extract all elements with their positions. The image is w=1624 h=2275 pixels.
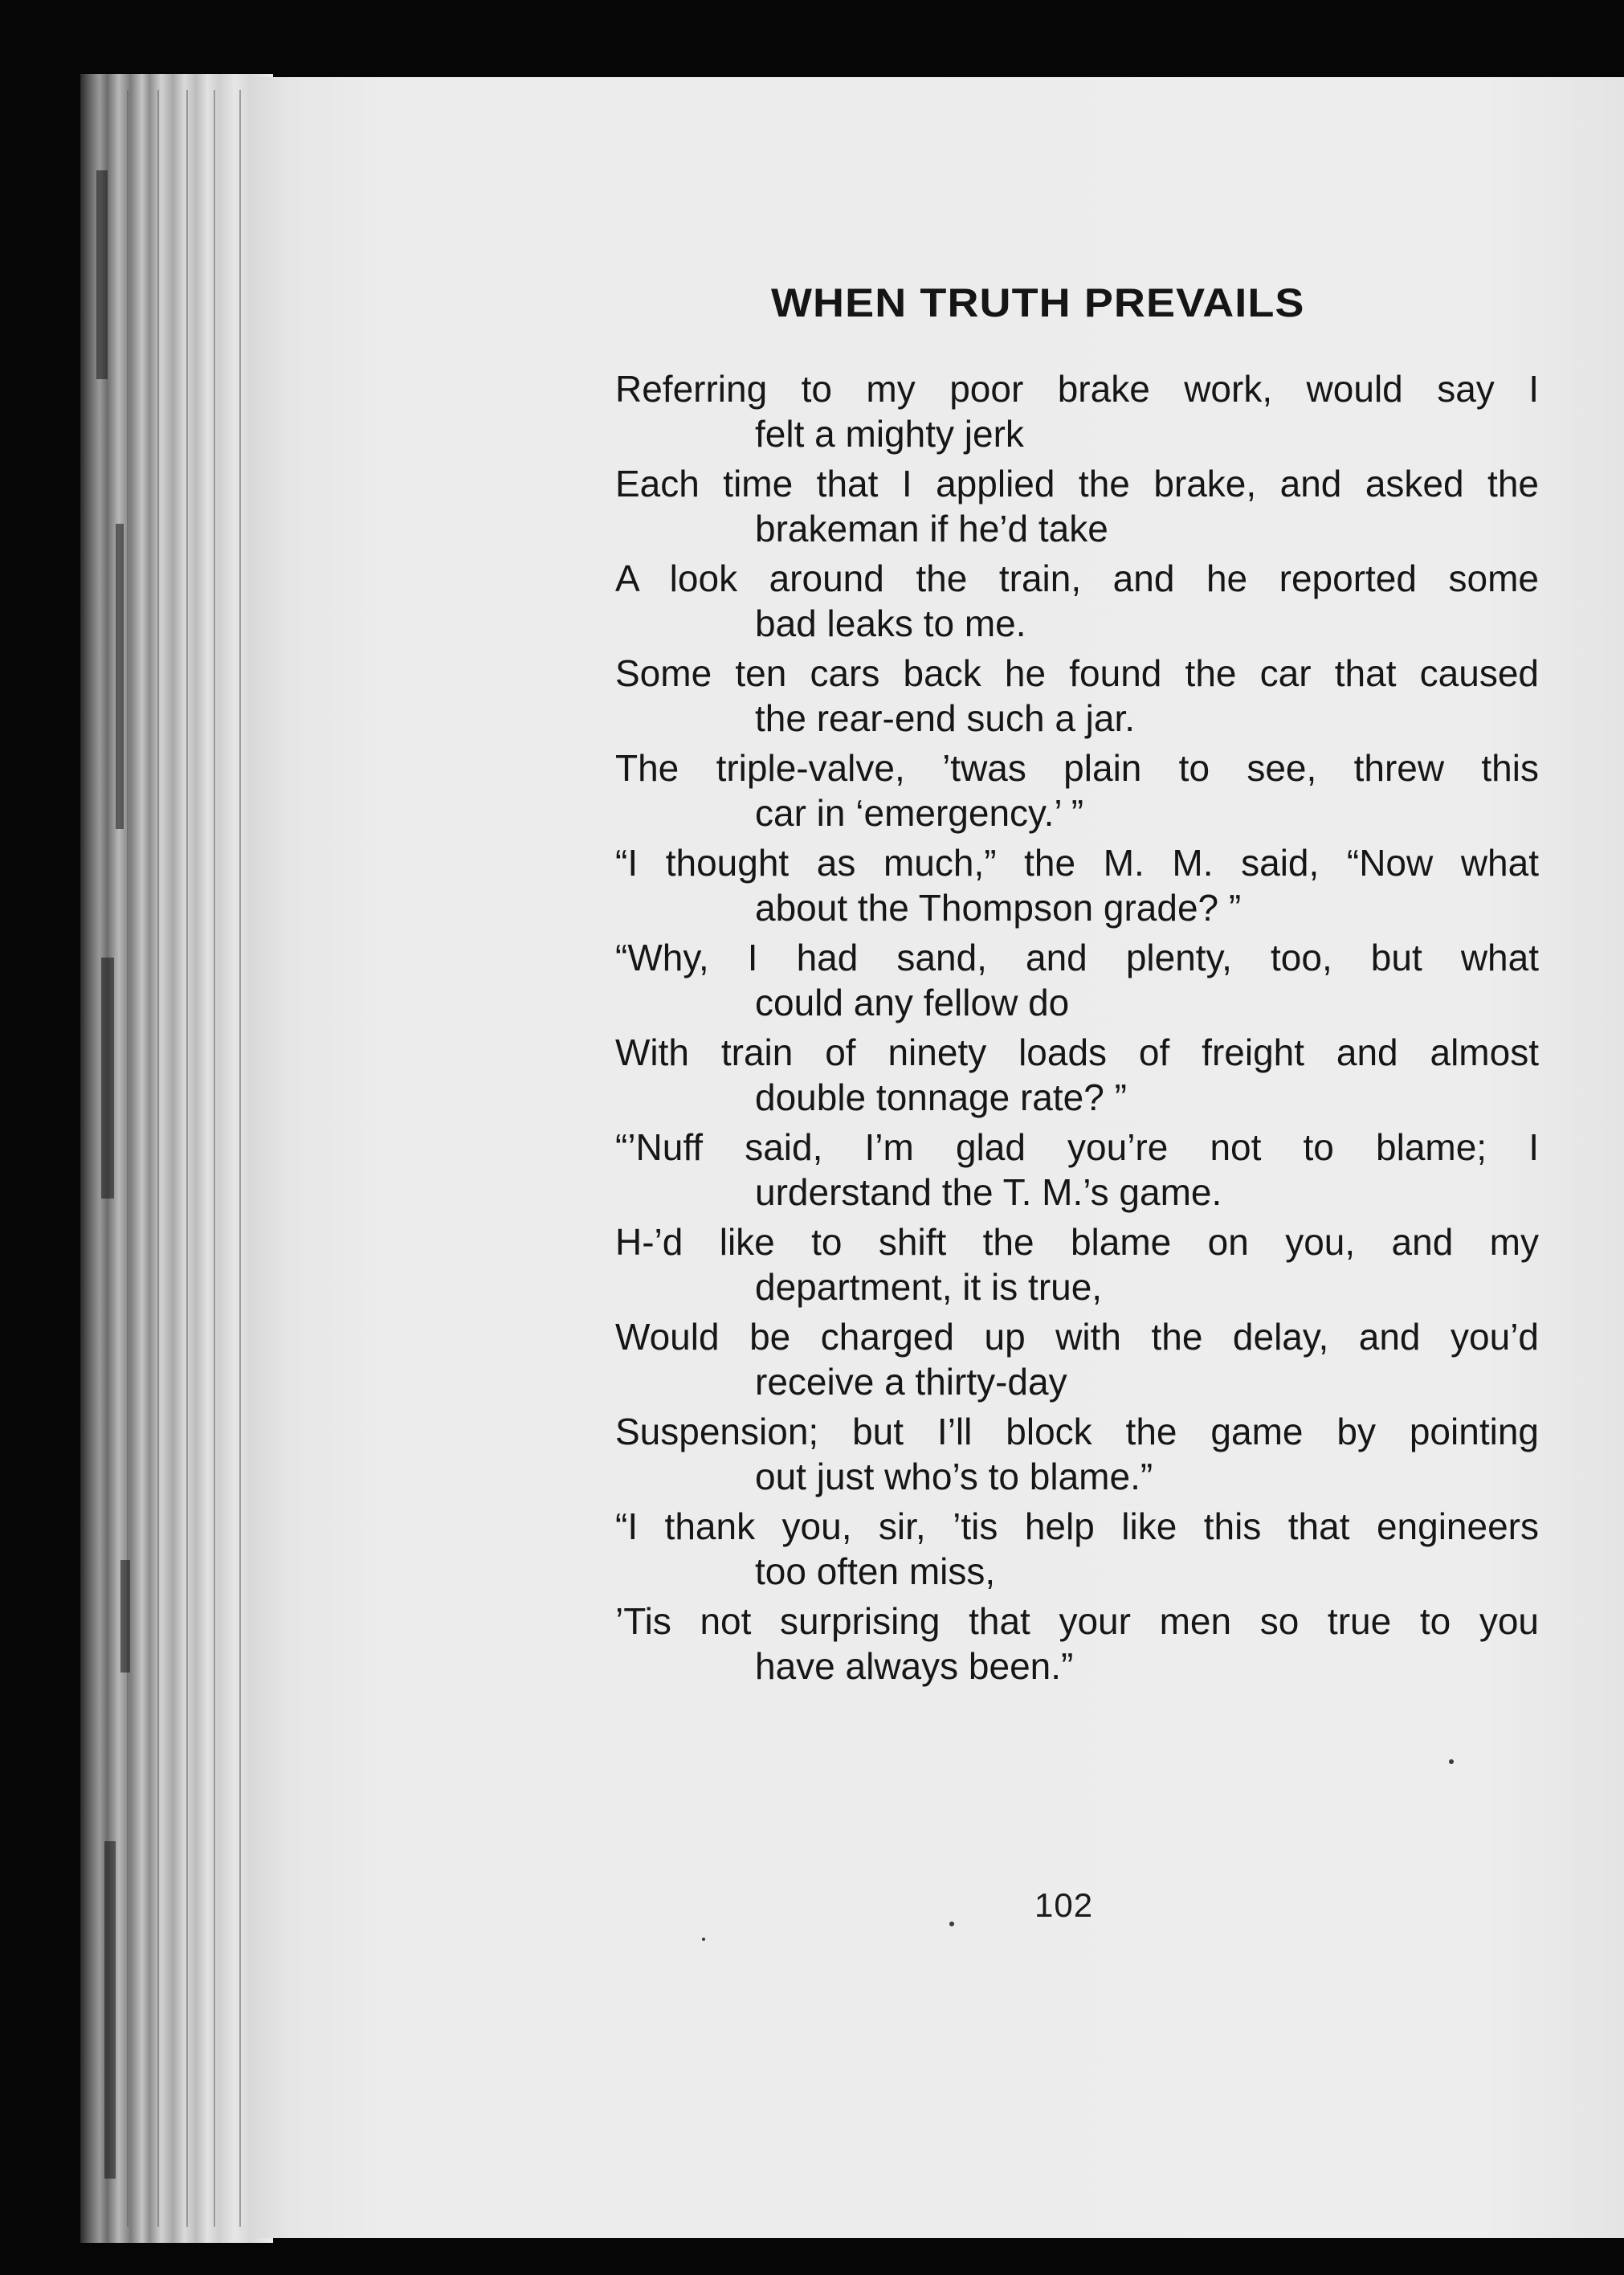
edge-stain (101, 958, 114, 1199)
poem-stanza (615, 1125, 1539, 1215)
poem-line: Referring to my poor brake work, would say I (615, 368, 1539, 410)
poem-stanza (615, 1409, 1539, 1499)
edge-stain (120, 1560, 130, 1673)
poem-line-continuation: too often miss, (755, 1550, 996, 1592)
poem-line: Would be charged up with the delay, and you’d (615, 1316, 1539, 1358)
poem-line: With train of ninety loads of freight and almost (615, 1031, 1539, 1073)
paper-speck (949, 1922, 954, 1926)
poem-line-continuation: have always been.” (755, 1645, 1074, 1687)
leaf-edge-line (127, 90, 129, 2227)
poem-line: A look around the train, and he reported some (615, 558, 1539, 599)
poem-stanza (615, 1504, 1539, 1594)
poem-line: “I thought as much,” the M. M. said, “Now what (615, 842, 1539, 884)
poem-stanza (615, 745, 1539, 835)
page-block-edge (80, 74, 273, 2243)
poem-stanza (615, 1599, 1539, 1689)
poem-stanza (615, 1030, 1539, 1120)
poem-line-continuation: about the Thompson grade? ” (755, 887, 1242, 929)
poem-line-continuation: car in ‘emergency.’ ” (755, 792, 1084, 834)
poem-line: “I thank you, sir, ’tis help like this that engineers (615, 1505, 1539, 1547)
poem-stanza (615, 651, 1539, 741)
poem-stanza (615, 840, 1539, 930)
poem-line-continuation: out just who’s to blame.” (755, 1456, 1153, 1497)
poem-line-continuation: urderstand the T. M.’s game. (755, 1171, 1222, 1213)
leaf-edge-line (186, 90, 188, 2227)
poem-line: ’Tis not surprising that your men so true to you (615, 1600, 1539, 1642)
leaf-edge-line (157, 90, 159, 2227)
leaf-edge-line (239, 90, 241, 2227)
poem-line-continuation: the rear-end such a jar. (755, 697, 1136, 739)
edge-stain (116, 524, 124, 829)
poem-stanza (615, 1219, 1539, 1309)
paper-speck (1449, 1759, 1454, 1764)
poem-line: H-’d like to shift the blame on you, and my (615, 1221, 1539, 1263)
poem-line: Each time that I applied the brake, and asked the (615, 463, 1539, 504)
poem-line-continuation: receive a thirty-day (755, 1361, 1067, 1403)
poem-line: Suspension; but I’ll block the game by pointing (615, 1411, 1539, 1452)
poem-stanza (615, 366, 1539, 456)
poem-stanza (615, 556, 1539, 646)
page-title: WHEN TRUTH PREVAILS (771, 280, 1305, 325)
poem-line-continuation: felt a mighty jerk (755, 413, 1024, 455)
edge-stain (104, 1841, 116, 2179)
poem-stanza (615, 461, 1539, 551)
poem (615, 366, 1539, 1693)
poem-line: “Why, I had sand, and plenty, too, but what (615, 937, 1539, 978)
poem-line-continuation: department, it is true, (755, 1266, 1103, 1308)
poem-stanza (615, 1314, 1539, 1404)
leaf-edge-line (214, 90, 215, 2227)
poem-line: “’Nuff said, I’m glad you’re not to blame; I (615, 1126, 1539, 1168)
poem-line-continuation: bad leaks to me. (755, 602, 1026, 644)
poem-line-continuation: could any fellow do (755, 982, 1070, 1023)
poem-line-continuation: brakeman if he’d take (755, 508, 1108, 549)
paper-speck (702, 1938, 705, 1941)
page-number: 102 (1034, 1886, 1094, 1924)
poem-line-continuation: double tonnage rate? ” (755, 1076, 1127, 1118)
poem-line: Some ten cars back he found the car that caused (615, 652, 1539, 694)
poem-line: The triple-valve, ’twas plain to see, threw this (615, 747, 1539, 789)
poem-stanza (615, 935, 1539, 1025)
book-page (249, 77, 1624, 2238)
edge-stain (96, 170, 108, 379)
